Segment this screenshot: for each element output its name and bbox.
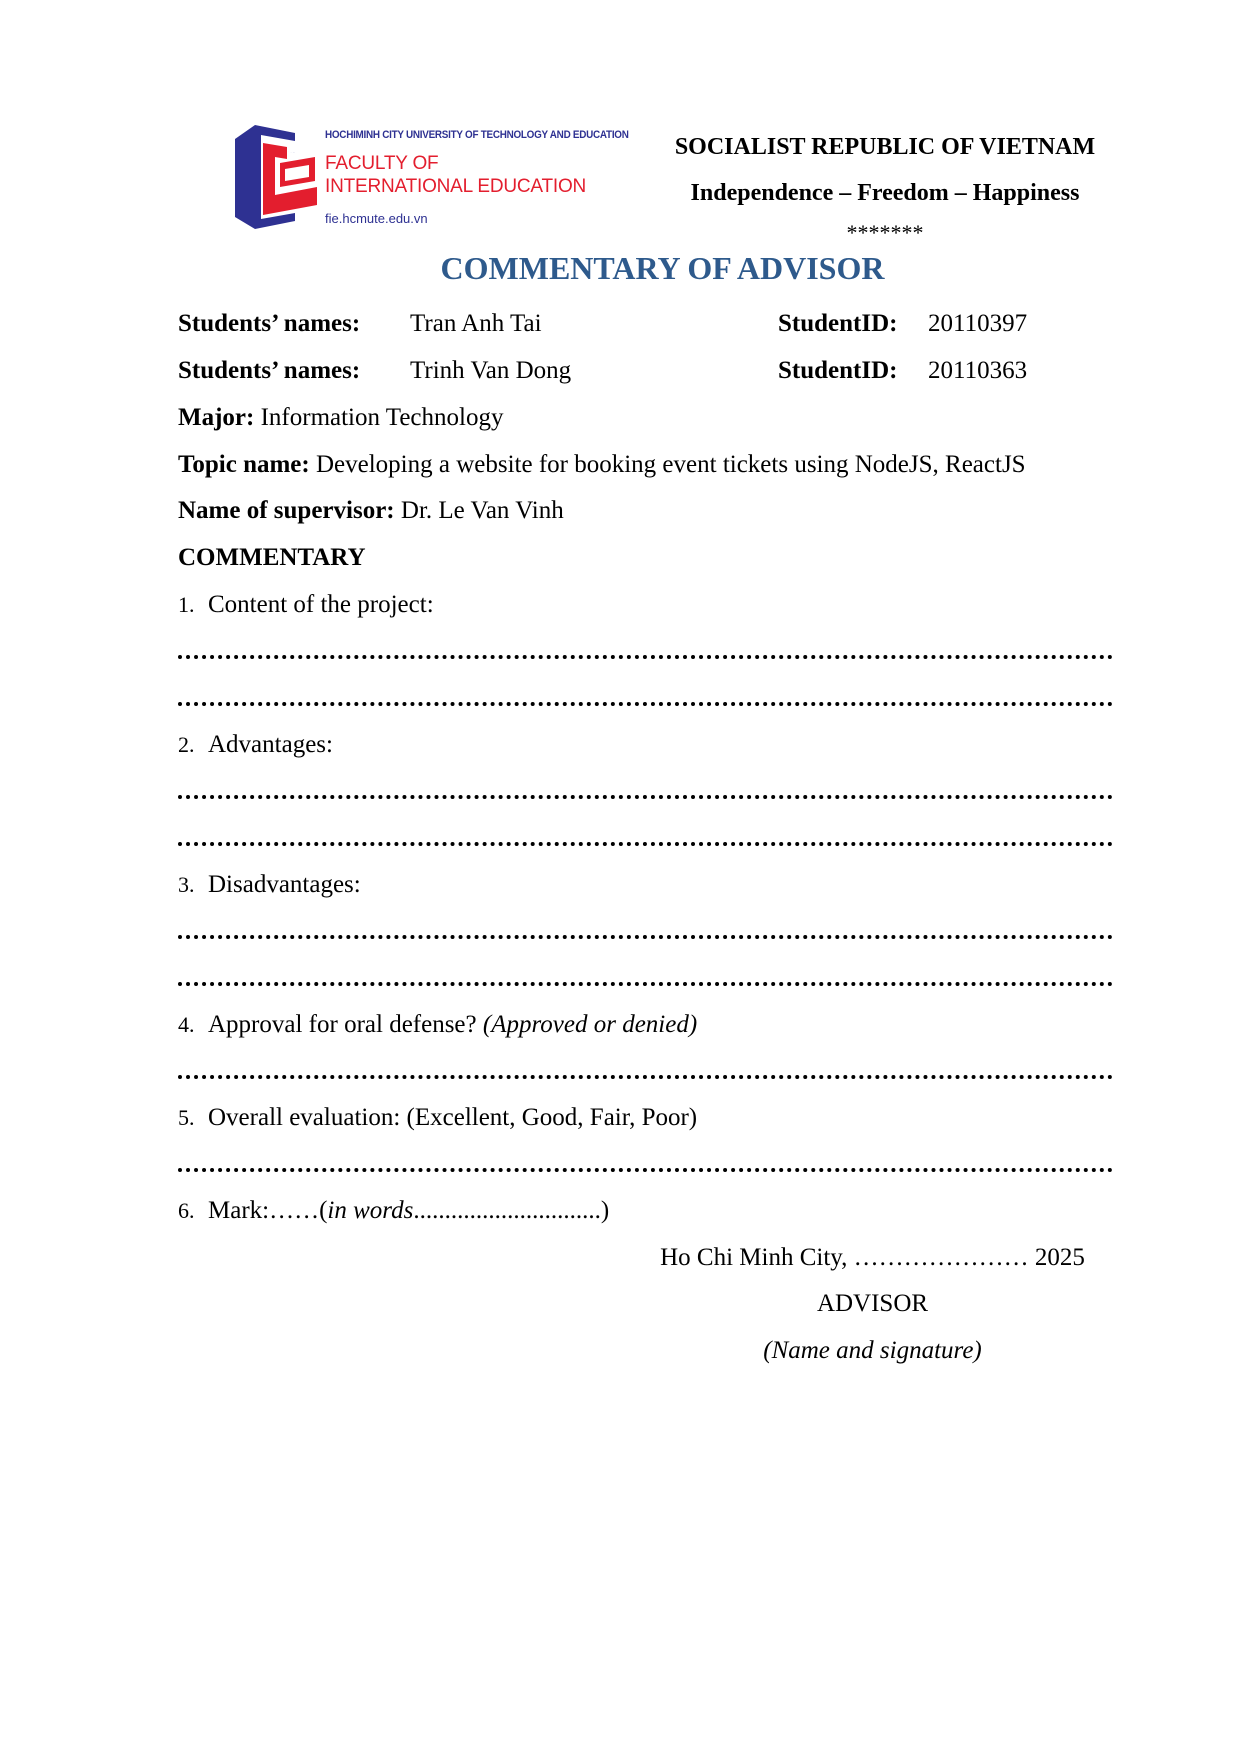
item-tail: ..............................) — [413, 1197, 610, 1224]
answer-line — [178, 842, 1113, 846]
signature-role: ADVISOR — [816, 1290, 929, 1317]
item-advantages — [178, 731, 333, 759]
answer-line — [178, 702, 1113, 706]
topic-row — [178, 451, 1026, 479]
item-number: 1. — [178, 592, 195, 617]
answer-line — [178, 1168, 1113, 1172]
student-2-name: Trinh Van Dong — [410, 357, 572, 384]
item-approval — [178, 1011, 697, 1039]
item-text: Advantages: — [208, 731, 333, 758]
student-1-name: Tran Anh Tai — [410, 310, 542, 337]
topic-label: Topic name: — [178, 451, 310, 478]
faculty-line-2: INTERNATIONAL EDUCATION — [325, 176, 587, 197]
supervisor-value: Dr. Le Van Vinh — [400, 497, 564, 524]
supervisor-row — [178, 497, 564, 525]
decorative-stars: ******* — [846, 220, 924, 245]
major-value: Information Technology — [260, 404, 504, 431]
student-1-label: Students’ names: — [178, 310, 361, 337]
student-2-id: 20110363 — [928, 357, 1028, 384]
national-motto: Independence – Freedom – Happiness — [690, 180, 1080, 206]
item-text: Mark:……( — [208, 1197, 328, 1224]
major-row — [178, 404, 503, 432]
major-label: Major: — [178, 404, 255, 431]
student-1-id-label: StudentID: — [778, 310, 898, 337]
item-italic: in words — [327, 1197, 414, 1224]
answer-line — [178, 982, 1113, 986]
item-text: Overall evaluation: (Excellent, Good, Fair, Poor) — [208, 1104, 698, 1131]
item-text: Disadvantages: — [208, 871, 361, 898]
faculty-logo — [225, 125, 629, 235]
item-content — [178, 591, 434, 619]
topic-value: Developing a website for booking event tickets using NodeJS, ReactJS — [315, 451, 1026, 478]
student-1-id: 20110397 — [928, 310, 1028, 337]
university-name: HOCHIMINH CITY UNIVERSITY OF TECHNOLOGY AND EDUCATION — [325, 129, 629, 141]
answer-line — [178, 795, 1113, 799]
student-2-label: Students’ names: — [178, 357, 361, 384]
student-2-id-label: StudentID: — [778, 357, 898, 384]
item-text: Approval for oral defense? — [208, 1011, 477, 1038]
fie-logo-icon — [225, 125, 320, 235]
item-number: 3. — [178, 872, 195, 897]
item-mark — [178, 1197, 609, 1225]
item-evaluation — [178, 1104, 697, 1132]
country-name: SOCIALIST REPUBLIC OF VIETNAM — [674, 134, 1096, 160]
item-number: 6. — [178, 1198, 195, 1223]
item-number: 5. — [178, 1105, 195, 1130]
faculty-url: fie.hcmute.edu.vn — [325, 211, 428, 226]
commentary-heading: COMMENTARY — [178, 544, 366, 571]
item-text: Content of the project: — [208, 591, 434, 618]
faculty-line-1: FACULTY OF — [325, 153, 439, 174]
answer-line — [178, 935, 1113, 939]
answer-line — [178, 1075, 1113, 1079]
answer-line — [178, 655, 1113, 659]
document-title: COMMENTARY OF ADVISOR — [440, 250, 885, 286]
item-number: 4. — [178, 1012, 195, 1037]
item-note: (Approved or denied) — [482, 1011, 698, 1038]
item-disadvantages — [178, 871, 361, 899]
place-date: Ho Chi Minh City, ………………… 2025 — [660, 1244, 1085, 1271]
supervisor-label: Name of supervisor: — [178, 497, 395, 524]
signature-note: (Name and signature) — [763, 1337, 982, 1364]
item-number: 2. — [178, 732, 195, 757]
